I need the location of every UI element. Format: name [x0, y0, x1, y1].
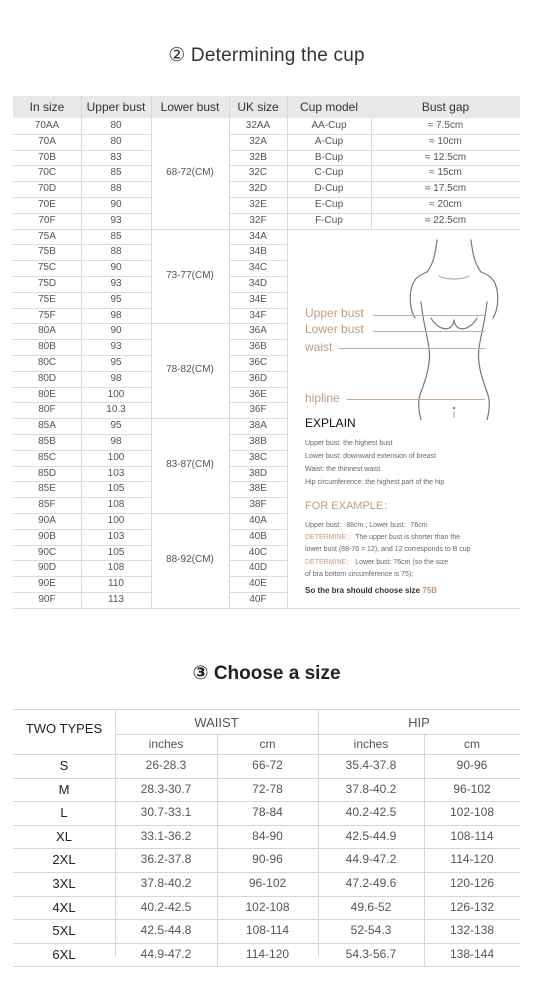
cell-hip-inches: 47.2-49.6 [345, 876, 397, 890]
header-waist-cm: cm [259, 737, 276, 751]
cell-upper-bust: 88 [110, 183, 122, 195]
cell-upper-bust: 90 [110, 199, 122, 210]
cell-in-size: 75B [38, 246, 56, 258]
explain-line-lower: Lower bust: downward extension of breast [305, 453, 437, 460]
size-table [13, 709, 520, 962]
cell-lower-bust-group: 88-92(CM) [166, 554, 214, 565]
row-divider [13, 371, 151, 372]
cell-waist-inches: 33.1-36.2 [140, 828, 192, 843]
cell-uk-size: 34D [248, 278, 268, 289]
cell-uk-size: 32B [249, 151, 267, 163]
cell-in-size: 85D [37, 467, 57, 479]
cell-in-size: 90A [38, 515, 56, 526]
cell-size-label: XL [56, 828, 72, 844]
cell-waist-cm: 114-120 [245, 946, 290, 961]
cell-size-label: L [60, 805, 68, 821]
row-divider [13, 497, 151, 498]
cell-in-size: 70AA [34, 120, 60, 131]
row-divider [13, 402, 151, 403]
cell-upper-bust: 98 [110, 372, 122, 384]
cell-upper-bust: 10.3 [106, 404, 126, 416]
row-divider [13, 592, 151, 593]
cell-waist-inches: 42.5-44.8 [140, 923, 192, 938]
cell-waist-inches: 40.2-42.5 [140, 899, 192, 914]
row-divider [13, 165, 151, 166]
cell-uk-size: 36E [249, 388, 267, 400]
row-divider [229, 244, 287, 245]
row-divider [13, 292, 151, 293]
cell-in-size: 90D [37, 562, 57, 574]
cell-in-size: 75D [37, 278, 57, 289]
row-divider [287, 197, 520, 198]
cell-hip-cm: 126-132 [449, 899, 495, 914]
cell-waist-inches: 28.3-30.7 [140, 781, 192, 796]
t2-top-border [13, 709, 520, 710]
cell-in-size: 80A [38, 325, 56, 337]
row-divider [13, 966, 520, 967]
cell-bust-gap: ≈ 7.5cm [427, 120, 464, 131]
sub-col-divider [217, 734, 218, 966]
cell-hip-cm: 96-102 [453, 781, 491, 796]
cell-hip-cm: 114-120 [450, 852, 494, 867]
cell-in-size: 85F [38, 499, 56, 511]
row-divider [13, 134, 151, 135]
cell-upper-bust: 110 [108, 578, 124, 590]
row-divider [229, 371, 287, 372]
label-hipline: hipline [305, 391, 340, 405]
header-two-types: TWO TYPES [25, 721, 103, 736]
header-hip-inches: inches [353, 737, 389, 751]
cell-upper-bust: 108 [107, 499, 125, 511]
cell-in-size: 75E [38, 293, 56, 305]
cell-hip-inches: 40.2-42.5 [345, 805, 397, 820]
cell-uk-size: 40F [249, 594, 267, 605]
header-in-size: In size [29, 100, 65, 114]
row-divider [229, 260, 287, 261]
cell-bust-gap: ≈ 20cm [429, 199, 462, 210]
cell-lower-bust-group: 73-77(CM) [166, 269, 214, 281]
row-divider [13, 529, 151, 530]
cell-waist-cm: 66-72 [252, 758, 283, 772]
cell-hip-inches: 35.4-37.8 [345, 758, 397, 772]
cell-cup-model: E-Cup [314, 199, 344, 210]
cell-cup-model: C-Cup [314, 167, 344, 179]
cell-bust-gap: ≈ 22.5cm [424, 214, 467, 226]
row-divider [13, 513, 151, 514]
cell-in-size: 75F [38, 309, 56, 321]
cell-upper-bust: 88 [110, 246, 122, 258]
row-divider [229, 560, 287, 561]
group-divider [151, 229, 229, 230]
row-divider [229, 292, 287, 293]
explain-line-upper: Upper bust: the highest bust [305, 440, 393, 447]
explain-line-hip: Hip circumference: the highest part of the hip [305, 479, 445, 486]
cell-upper-bust: 108 [107, 562, 125, 574]
cell-upper-bust: 103 [107, 530, 125, 542]
row-divider [229, 308, 287, 309]
cell-uk-size: 38D [248, 467, 268, 479]
cell-uk-size: 32E [249, 199, 267, 210]
row-divider [13, 260, 151, 261]
cell-upper-bust: 90 [110, 325, 122, 337]
row-divider [229, 576, 287, 577]
cell-upper-bust: 95 [110, 293, 122, 305]
row-divider [13, 387, 151, 388]
conclusion-size: 75B [422, 586, 438, 595]
row-divider [229, 450, 287, 451]
cell-upper-bust: 85 [110, 167, 122, 179]
row-divider [229, 592, 287, 593]
example-title: FOR EXAMPLE： [305, 500, 395, 512]
header-upper-bust: Upper bust [86, 100, 146, 114]
cell-waist-inches: 26-28.3 [145, 758, 187, 772]
cell-cup-model: B-Cup [314, 151, 344, 163]
cell-uk-size: 34E [249, 293, 267, 305]
row-divider [13, 560, 151, 561]
cell-uk-size: 38C [248, 451, 268, 463]
cell-cup-model: D-Cup [314, 183, 344, 195]
cell-size-label: S [59, 758, 69, 773]
cell-in-size: 70D [37, 183, 57, 195]
row-divider [13, 434, 151, 435]
cell-in-size: 75C [37, 262, 57, 274]
determine-text-2: Lower bust: 76cm (so the size [355, 559, 449, 566]
cell-in-size: 80F [38, 404, 56, 416]
row-divider [13, 229, 151, 230]
cell-bust-gap: ≈ 15cm [429, 167, 462, 179]
cell-in-size: 80B [38, 341, 56, 353]
cell-in-size: 85E [38, 483, 56, 495]
row-divider [229, 355, 287, 356]
header-bust-gap: Bust gap [421, 100, 470, 114]
header-lower-bust: Lower bust [160, 100, 220, 114]
row-divider [13, 244, 151, 245]
cell-size-label: 3XL [52, 876, 76, 891]
cell-upper-bust: 93 [110, 341, 122, 353]
cell-hip-cm: 138-144 [449, 946, 495, 961]
row-divider [229, 481, 287, 482]
row-divider [13, 339, 151, 340]
cell-hip-inches: 52-54.3 [350, 923, 392, 938]
cell-uk-size: 36A [249, 325, 267, 337]
row-divider [13, 276, 151, 277]
cell-upper-bust: 90 [110, 262, 122, 274]
cell-in-size: 85B [38, 436, 56, 447]
determine-text-1: The upper bust is shorter than the [355, 534, 461, 541]
cell-uk-size: 32D [248, 183, 268, 195]
header-uk-size: UK size [237, 100, 279, 114]
header-hip-cm: cm [464, 737, 480, 751]
row-divider [13, 308, 151, 309]
cell-uk-size: 40E [249, 578, 267, 590]
cell-upper-bust: 98 [110, 436, 122, 447]
cell-waist-cm: 84-90 [252, 828, 283, 843]
row-divider [229, 387, 287, 388]
cell-uk-size: 38B [249, 436, 267, 447]
cell-upper-bust: 93 [110, 278, 122, 289]
cell-cup-model: F-Cup [315, 214, 343, 226]
row-divider [13, 323, 151, 324]
cell-bust-gap: ≈ 10cm [429, 135, 462, 147]
cell-upper-bust: 95 [110, 420, 122, 432]
col-divider [81, 96, 82, 608]
cell-upper-bust: 103 [107, 467, 125, 479]
cell-in-size: 70C [37, 167, 57, 179]
cell-hip-inches: 49.6-52 [350, 899, 392, 914]
determine-line-1-cont: lower bust (88-76 = 12), and 12 corresponds to B cup [305, 546, 471, 553]
example-line: Upper bust：88cm ; Lower bust：76cm [305, 522, 428, 529]
cell-hip-inches: 42.5-44.9 [345, 828, 397, 843]
cell-in-size: 90F [38, 594, 56, 605]
group-divider [151, 323, 229, 324]
cell-cup-model: AA-Cup [311, 120, 347, 131]
cell-uk-size: 34A [249, 230, 267, 242]
label-upper-bust: Upper bust [305, 306, 364, 320]
row-divider [229, 402, 287, 403]
row-divider [229, 466, 287, 467]
cell-waist-inches: 37.8-40.2 [140, 876, 192, 890]
conclusion-line [305, 586, 437, 596]
row-divider [287, 165, 520, 166]
cell-waist-inches: 30.7-33.1 [140, 805, 192, 820]
cell-hip-cm: 132-138 [449, 923, 495, 938]
row-divider [13, 181, 151, 182]
header-waist-inches: inches [148, 737, 184, 751]
cell-waist-cm: 102-108 [245, 899, 290, 914]
row-divider [287, 134, 520, 135]
cell-waist-cm: 96-102 [248, 876, 287, 890]
group-divider [151, 418, 229, 419]
section-title-cup: ② Determining the cup [168, 45, 365, 66]
cell-uk-size: 40D [248, 562, 268, 574]
cell-hip-inches: 44.9-47.2 [345, 852, 397, 867]
explain-line-waist: Waist: the thinnest waist [305, 466, 381, 473]
row-divider [13, 466, 151, 467]
cell-bust-gap: ≈ 17.5cm [424, 183, 467, 195]
cell-in-size: 75A [38, 230, 56, 242]
cell-uk-size: 32A [249, 135, 267, 147]
cell-hip-inches: 54.3-56.7 [345, 946, 397, 961]
col-divider [229, 96, 230, 608]
cell-uk-size: 38E [249, 483, 267, 495]
row-divider [229, 545, 287, 546]
cell-uk-size: 36B [249, 341, 267, 353]
label-lower-bust: Lower bust [305, 322, 364, 336]
row-divider [229, 323, 287, 324]
cell-upper-bust: 95 [110, 357, 122, 368]
row-divider [13, 545, 151, 546]
header-waist: WAIIST [194, 715, 239, 730]
row-divider [229, 434, 287, 435]
cell-waist-cm: 90-96 [252, 852, 283, 867]
row-divider [13, 418, 151, 419]
leader-hipline [347, 399, 485, 400]
cell-cup-model: A-Cup [314, 135, 344, 147]
leader-waist [339, 348, 485, 349]
label-waist: waist [305, 340, 333, 354]
row-divider [13, 481, 151, 482]
determine-line-1 [305, 533, 460, 543]
cell-size-label: 4XL [52, 899, 76, 915]
cell-uk-size: 32C [248, 167, 268, 179]
cell-uk-size: 34F [249, 309, 267, 321]
group-divider [151, 513, 229, 514]
explain-title: EXPLAIN [305, 416, 356, 430]
cell-uk-size: 38F [249, 499, 267, 511]
determine-line-2 [305, 558, 448, 568]
cell-waist-cm: 78-84 [252, 805, 283, 820]
row-divider [229, 497, 287, 498]
cell-lower-bust-group: 83-87(CM) [166, 459, 214, 471]
cell-in-size: 70F [38, 214, 56, 226]
header-cup-model: Cup model [299, 100, 359, 114]
row-divider [229, 339, 287, 340]
cell-in-size: 70E [38, 199, 56, 210]
row-divider [229, 418, 287, 419]
cell-hip-cm: 120-126 [449, 876, 495, 890]
cell-hip-inches: 37.8-40.2 [345, 781, 397, 796]
row-divider [13, 450, 151, 451]
cell-uk-size: 38A [249, 420, 267, 432]
row-divider [13, 576, 151, 577]
cell-upper-bust: 80 [110, 120, 122, 131]
cell-upper-bust: 80 [110, 135, 122, 147]
cell-upper-bust: 113 [108, 594, 124, 605]
cell-uk-size: 40A [249, 515, 267, 526]
header-hip: HIP [408, 715, 430, 730]
determine-line-2-cont: of bra bottom circumference is 75); [305, 571, 414, 578]
leader-lower-bust [373, 331, 485, 332]
cell-uk-size: 36C [248, 357, 268, 368]
cell-uk-size: 36F [249, 404, 267, 416]
cell-hip-cm: 102-108 [449, 805, 495, 820]
row-divider [13, 213, 151, 214]
cell-uk-size: 40C [248, 546, 268, 558]
cell-in-size: 85C [37, 451, 57, 463]
cell-upper-bust: 98 [110, 309, 122, 321]
row-divider [287, 213, 520, 214]
cell-in-size: 80D [37, 372, 57, 384]
cell-in-size: 70A [38, 135, 56, 147]
cell-upper-bust: 93 [110, 214, 122, 226]
cell-uk-size: 34C [248, 262, 268, 274]
cell-upper-bust: 100 [107, 388, 125, 400]
cell-size-label: 5XL [52, 923, 76, 939]
cell-waist-cm: 72-78 [252, 781, 283, 796]
row-divider [229, 513, 287, 514]
cell-in-size: 90E [38, 578, 56, 590]
row-divider [13, 150, 151, 151]
row-divider [229, 529, 287, 530]
cell-in-size: 90C [37, 546, 57, 558]
determine-label-2: DETERMINE： [305, 559, 354, 566]
section-title-size: ③ Choose a size [192, 663, 341, 684]
cell-in-size: 70B [38, 151, 56, 163]
cell-uk-size: 32AA [245, 120, 271, 131]
cell-uk-size: 32F [249, 214, 267, 226]
cell-size-label: 2XL [52, 852, 76, 868]
cell-in-size: 80C [37, 357, 57, 368]
row-divider [229, 229, 287, 230]
cell-upper-bust: 100 [107, 515, 125, 526]
cell-bust-gap: ≈ 12.5cm [424, 151, 467, 163]
row-divider [13, 355, 151, 356]
cell-hip-cm: 90-96 [456, 758, 488, 772]
cell-upper-bust: 100 [107, 451, 125, 463]
col-divider [371, 118, 372, 229]
cell-waist-cm: 108-114 [245, 923, 290, 938]
leader-upper-bust [373, 315, 485, 316]
col-divider [151, 96, 152, 608]
cell-waist-inches: 44.9-47.2 [140, 946, 192, 961]
row-divider [287, 150, 520, 151]
cell-uk-size: 34B [249, 246, 267, 258]
conclusion-text: So the bra should choose size [305, 586, 421, 595]
row-divider [229, 276, 287, 277]
cell-in-size: 80E [38, 388, 56, 400]
cell-hip-cm: 108-114 [450, 828, 494, 843]
cell-upper-bust: 105 [107, 483, 125, 495]
cell-upper-bust: 83 [110, 151, 122, 163]
cell-uk-size: 36D [248, 372, 268, 384]
cell-lower-bust-group: 78-82(CM) [166, 364, 214, 376]
cell-upper-bust: 105 [107, 546, 125, 558]
cell-size-label: 6XL [52, 946, 76, 962]
row-divider [287, 181, 520, 182]
cell-waist-inches: 36.2-37.8 [140, 852, 192, 867]
determine-label-1: DETERMINE： [305, 534, 354, 541]
cell-lower-bust-group: 68-72(CM) [166, 167, 214, 178]
cell-size-label: M [58, 781, 70, 797]
explain-panel [287, 230, 520, 608]
cell-uk-size: 40B [249, 530, 267, 542]
sub-col-divider [424, 734, 425, 966]
cell-in-size: 90B [38, 530, 56, 542]
cell-upper-bust: 85 [110, 230, 122, 242]
row-divider [13, 197, 151, 198]
cup-table-header [13, 96, 520, 118]
cell-in-size: 85A [38, 420, 56, 432]
